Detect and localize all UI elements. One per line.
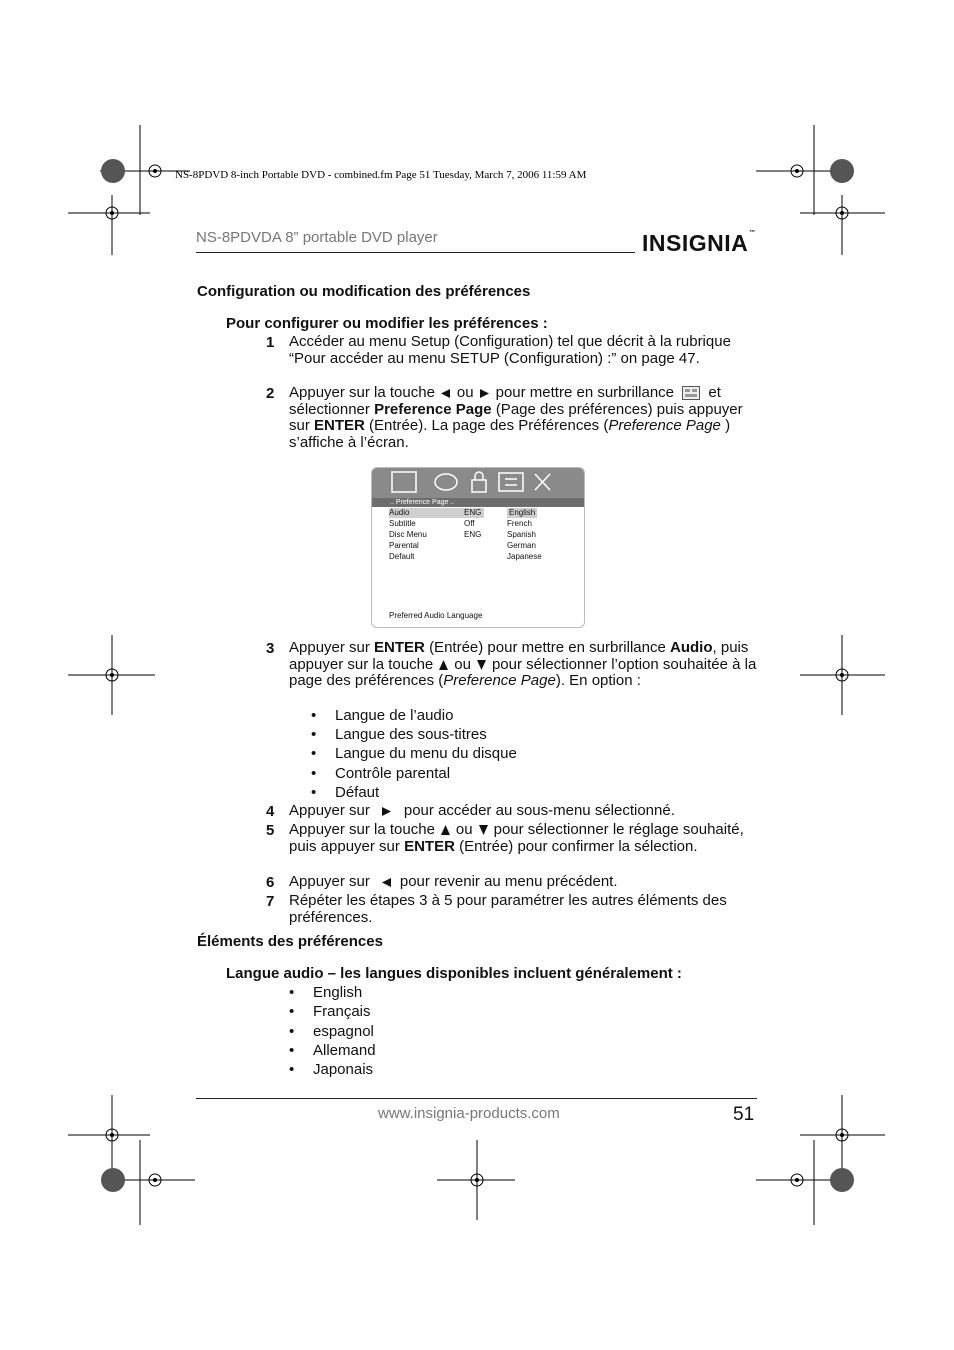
preference-icon bbox=[499, 473, 523, 491]
step-number: 7 bbox=[266, 893, 275, 910]
right-arrow-icon bbox=[382, 807, 392, 816]
menu-option: German bbox=[507, 541, 536, 550]
header-product-name: NS-8PDVDA 8” portable DVD player bbox=[196, 229, 438, 246]
general-setup-icon bbox=[392, 472, 416, 492]
up-arrow-icon bbox=[441, 825, 450, 835]
down-arrow-icon bbox=[479, 825, 488, 835]
menu-row-audio: Audio bbox=[389, 508, 484, 518]
list-item: • Allemand bbox=[289, 1042, 376, 1059]
step-text: Appuyer sur la touche ou pour sélectionner le réglage souhaité, puis appuyer sur ENTER (Entrée) pour confirmer la sélection. bbox=[289, 821, 744, 855]
step-text: Appuyer sur ENTER (Entrée) pour mettre en surbrillance Audio, puis appuyer sur la touche ou pour sélectionner l’option souhaitée à la page des préférences (Preference Page). En option : bbox=[289, 639, 757, 689]
lock-icon bbox=[472, 480, 486, 492]
menu-icon-bar bbox=[372, 468, 584, 498]
menu-option: English bbox=[509, 508, 536, 517]
step-text: Appuyer sur pour accéder au sous-menu sélectionné. bbox=[289, 802, 675, 819]
menu-footer: Preferred Audio Language bbox=[389, 611, 483, 620]
preference-page-icon bbox=[682, 386, 700, 400]
step-text: Répéter les étapes 3 à 5 pour paramétrer les autres éléments des préférences. bbox=[289, 892, 727, 926]
list-item: • Langue du menu du disque bbox=[311, 745, 517, 762]
list-item: • Français bbox=[289, 1003, 371, 1020]
list-item: • Défaut bbox=[311, 784, 380, 801]
list-item: • Langue des sous-titres bbox=[311, 726, 487, 743]
page-number: 51 bbox=[733, 1104, 755, 1125]
step-number: 5 bbox=[266, 822, 275, 839]
list-item: • espagnol bbox=[289, 1023, 374, 1040]
right-arrow-icon bbox=[480, 389, 490, 398]
menu-row-disc-menu: Disc Menu bbox=[389, 530, 427, 539]
section-title-config: Configuration ou modification des préférences bbox=[197, 283, 531, 300]
step-text: Accéder au menu Setup (Configuration) tel que décrit à la rubrique “Pour accéder au menu SETUP (Configuration) :” on page 47. bbox=[289, 333, 731, 367]
insignia-logo: INSIGNIA™ bbox=[642, 230, 756, 256]
down-arrow-icon bbox=[477, 660, 486, 670]
step-text: Appuyer sur pour revenir au menu précédent. bbox=[289, 873, 618, 890]
menu-row-value: Off bbox=[464, 519, 475, 528]
step-number: 2 bbox=[266, 385, 275, 402]
step-number: 4 bbox=[266, 803, 275, 820]
step-number: 1 bbox=[266, 334, 275, 351]
step-text: Appuyer sur la touche ou pour mettre en surbrillance et sélectionner Preference Page (Page des préférences) puis appuyer sur ENTER (Entrée). La page des Préférences (Preference Page ) s’affiche à l’écran. bbox=[289, 384, 743, 451]
list-item: • Contrôle parental bbox=[311, 765, 451, 782]
subsection-title-config: Pour configurer ou modifier les préférences : bbox=[226, 315, 548, 332]
left-arrow-icon bbox=[441, 389, 451, 398]
list-item: • Langue de l’audio bbox=[311, 707, 454, 724]
step-number: 3 bbox=[266, 640, 275, 657]
left-arrow-icon bbox=[382, 878, 392, 887]
subsection-title-audio: Langue audio – les langues disponibles incluent généralement : bbox=[226, 965, 682, 982]
menu-row-value: ENG bbox=[464, 530, 482, 539]
menu-option: French bbox=[507, 519, 532, 528]
menu-icons bbox=[372, 468, 584, 498]
list-item: • English bbox=[289, 984, 363, 1001]
menu-row-subtitle: Subtitle bbox=[389, 519, 416, 528]
audio-setup-icon bbox=[435, 474, 457, 490]
list-item: • Japonais bbox=[289, 1061, 374, 1078]
footer-url: www.insignia-products.com bbox=[378, 1105, 560, 1122]
header-rule bbox=[196, 252, 635, 253]
menu-option: Japanese bbox=[507, 552, 542, 561]
menu-row-value: ENG bbox=[464, 508, 482, 517]
print-header: NS-8PDVD 8-inch Portable DVD - combined.fm Page 51 Tuesday, March 7, 2006 11:59 AM bbox=[175, 169, 587, 181]
up-arrow-icon bbox=[439, 660, 448, 670]
menu-option: Spanish bbox=[507, 530, 536, 539]
step-number: 6 bbox=[266, 874, 275, 891]
menu-row-parental: Parental bbox=[389, 541, 419, 550]
section-title-elements: Éléments des préférences bbox=[197, 933, 383, 950]
preference-page-screenshot bbox=[371, 467, 585, 628]
menu-row-default: Default bbox=[389, 552, 415, 561]
footer-rule bbox=[196, 1098, 757, 1099]
menu-title: .. Preference Page .. bbox=[372, 498, 584, 507]
